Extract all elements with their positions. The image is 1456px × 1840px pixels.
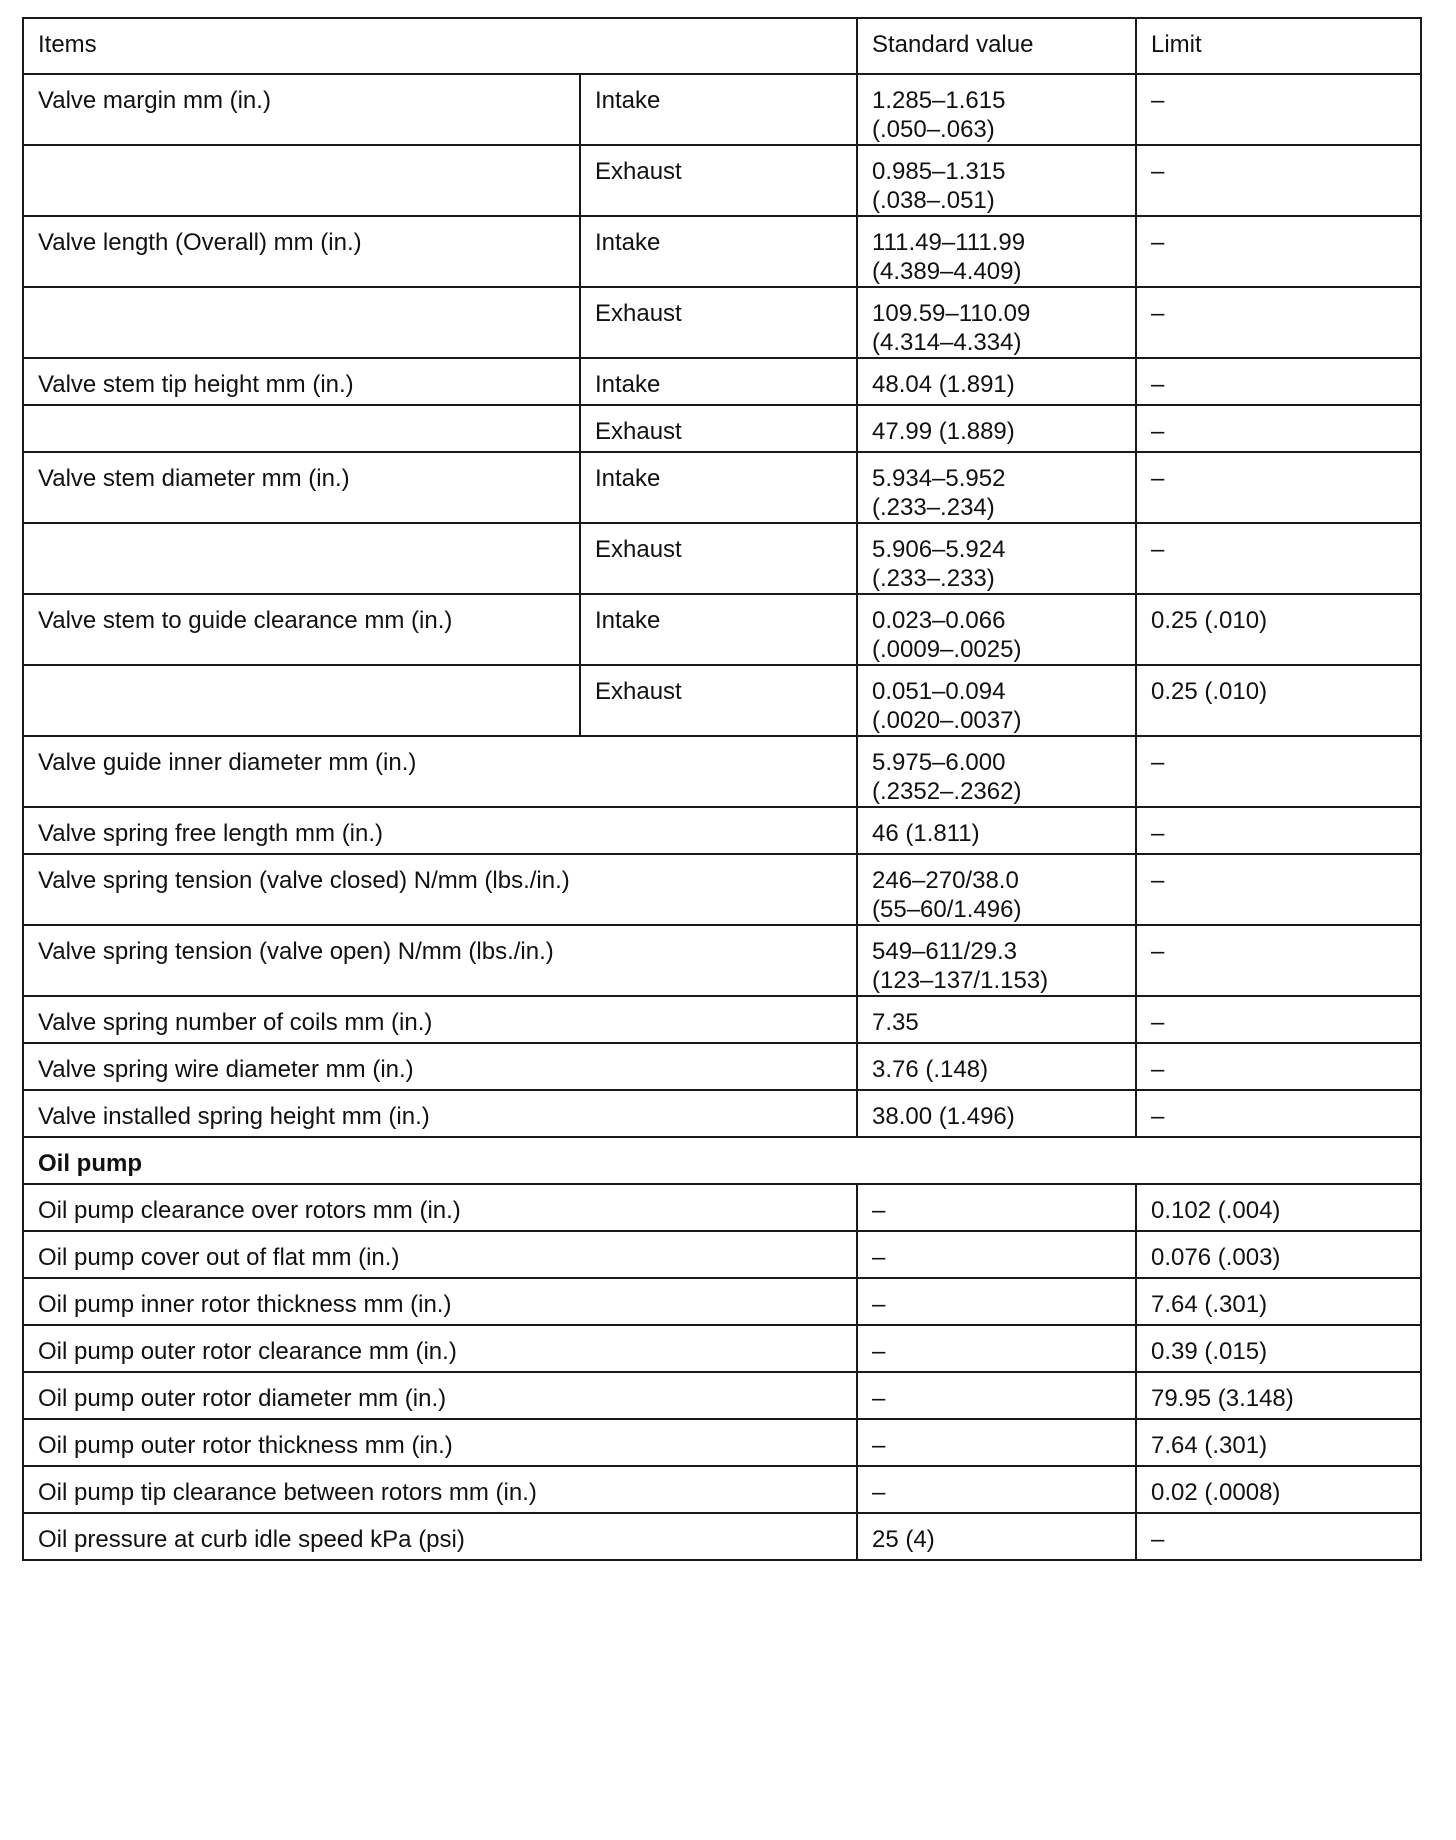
- item-cell: [23, 1513, 857, 1560]
- standard-value-line: (.233–.233): [872, 565, 995, 592]
- standard-value-cell: [857, 145, 1136, 216]
- standard-value-line: (.233–.234): [872, 494, 995, 521]
- position-cell: [580, 287, 857, 358]
- standard-value-line: 549–611/29.3: [872, 938, 1018, 965]
- limit-cell: [1136, 452, 1421, 523]
- item-cell: [23, 287, 580, 358]
- table-row: [23, 523, 1421, 594]
- item-cell: [23, 925, 857, 996]
- standard-value-line: (55–60/1.496): [872, 896, 1022, 923]
- standard-value-cell: [857, 74, 1136, 145]
- spec-table: [22, 17, 1422, 1561]
- item-cell: [23, 807, 857, 854]
- limit-value: –: [1151, 938, 1165, 965]
- table-row: [23, 1043, 1421, 1090]
- position-cell: [580, 358, 857, 405]
- item-label: Valve stem tip height mm (in.): [38, 371, 354, 398]
- standard-value-cell: [857, 1231, 1136, 1278]
- limit-value: 7.64 (.301): [1151, 1432, 1268, 1459]
- item-cell: [23, 1184, 857, 1231]
- item-label: Oil pump inner rotor thickness mm (in.): [38, 1291, 452, 1318]
- table-row: [23, 594, 1421, 665]
- limit-cell: [1136, 1090, 1421, 1137]
- position-label: Intake: [595, 465, 661, 492]
- header-row: [23, 18, 1421, 74]
- limit-value: –: [1151, 749, 1165, 776]
- standard-value-cell: [857, 996, 1136, 1043]
- table-row: [23, 452, 1421, 523]
- item-cell: [23, 1466, 857, 1513]
- standard-value-cell: [857, 405, 1136, 452]
- standard-value-cell: [857, 1372, 1136, 1419]
- limit-cell: [1136, 358, 1421, 405]
- limit-value: –: [1151, 87, 1165, 114]
- item-cell: [23, 1372, 857, 1419]
- item-label: Oil pump outer rotor clearance mm (in.): [38, 1338, 457, 1365]
- item-cell: [23, 1231, 857, 1278]
- table-row: [23, 854, 1421, 925]
- standard-value-cell: [857, 925, 1136, 996]
- limit-value: 0.102 (.004): [1151, 1197, 1281, 1224]
- table-row: [23, 996, 1421, 1043]
- item-cell: [23, 405, 580, 452]
- header-items: Items: [23, 18, 857, 74]
- limit-cell: [1136, 405, 1421, 452]
- position-label: Intake: [595, 371, 661, 398]
- item-label: Oil pump outer rotor thickness mm (in.): [38, 1432, 453, 1459]
- table-row: [23, 216, 1421, 287]
- item-label: Valve guide inner diameter mm (in.): [38, 749, 417, 776]
- item-label: Valve spring free length mm (in.): [38, 820, 384, 847]
- standard-value-line: –: [872, 1197, 886, 1224]
- item-label: Valve spring number of coils mm (in.): [38, 1009, 433, 1036]
- standard-value-cell: [857, 452, 1136, 523]
- limit-value: 0.076 (.003): [1151, 1244, 1281, 1271]
- standard-value-line: (.0009–.0025): [872, 636, 1022, 663]
- item-label: Valve installed spring height mm (in.): [38, 1103, 430, 1130]
- table-row: [23, 1278, 1421, 1325]
- standard-value-cell: [857, 287, 1136, 358]
- standard-value-line: (123–137/1.153): [872, 967, 1049, 994]
- table-row: [23, 1466, 1421, 1513]
- item-cell: [23, 854, 857, 925]
- limit-value: 0.25 (.010): [1151, 607, 1268, 634]
- table-row: [23, 736, 1421, 807]
- table-row: [23, 1419, 1421, 1466]
- item-label: Valve margin mm (in.): [38, 87, 271, 114]
- limit-cell: [1136, 216, 1421, 287]
- standard-value-line: –: [872, 1338, 886, 1365]
- table-row: [23, 358, 1421, 405]
- spec-table-body: [23, 18, 1421, 1560]
- standard-value-line: 46 (1.811): [872, 820, 980, 847]
- limit-cell: [1136, 1043, 1421, 1090]
- table-row: [23, 1231, 1421, 1278]
- position-cell: [580, 452, 857, 523]
- header-limit: Limit: [1136, 18, 1421, 74]
- standard-value-line: 48.04 (1.891): [872, 371, 1015, 398]
- item-cell: [23, 1090, 857, 1137]
- position-cell: [580, 665, 857, 736]
- limit-value: –: [1151, 867, 1165, 894]
- section-row: [23, 1137, 1421, 1184]
- position-label: Exhaust: [595, 536, 682, 563]
- standard-value-cell: [857, 1090, 1136, 1137]
- item-cell: [23, 523, 580, 594]
- standard-value-cell: [857, 736, 1136, 807]
- standard-value-line: (.2352–.2362): [872, 778, 1022, 805]
- limit-cell: [1136, 1231, 1421, 1278]
- limit-value: –: [1151, 229, 1165, 256]
- standard-value-cell: [857, 358, 1136, 405]
- standard-value-line: (.050–.063): [872, 116, 995, 143]
- limit-cell: [1136, 74, 1421, 145]
- limit-cell: [1136, 523, 1421, 594]
- limit-value: –: [1151, 371, 1165, 398]
- standard-value-cell: [857, 1278, 1136, 1325]
- table-row: [23, 1325, 1421, 1372]
- item-cell: [23, 358, 580, 405]
- limit-cell: [1136, 925, 1421, 996]
- item-label: Valve spring tension (valve closed) N/mm (lbs./in.): [38, 867, 570, 894]
- table-row: [23, 145, 1421, 216]
- position-label: Exhaust: [595, 158, 682, 185]
- limit-cell: [1136, 1184, 1421, 1231]
- standard-value-line: 111.49–111.99: [872, 229, 1026, 256]
- table-row: [23, 74, 1421, 145]
- item-label: Oil pump cover out of flat mm (in.): [38, 1244, 400, 1271]
- limit-cell: [1136, 996, 1421, 1043]
- limit-value: 7.64 (.301): [1151, 1291, 1268, 1318]
- standard-value-line: 246–270/38.0: [872, 867, 1019, 894]
- limit-value: 79.95 (3.148): [1151, 1385, 1294, 1412]
- standard-value-line: 5.934–5.952: [872, 465, 1006, 492]
- table-row: [23, 1090, 1421, 1137]
- limit-cell: [1136, 1466, 1421, 1513]
- item-cell: [23, 145, 580, 216]
- standard-value-line: 5.906–5.924: [872, 536, 1006, 563]
- limit-cell: [1136, 1278, 1421, 1325]
- position-label: Exhaust: [595, 418, 682, 445]
- standard-value-cell: [857, 523, 1136, 594]
- limit-value: –: [1151, 1056, 1165, 1083]
- item-cell: [23, 665, 580, 736]
- item-label: Valve spring tension (valve open) N/mm (lbs./in.): [38, 938, 554, 965]
- item-cell: [23, 74, 580, 145]
- standard-value-cell: [857, 1325, 1136, 1372]
- standard-value-cell: [857, 1466, 1136, 1513]
- section-title: Oil pump: [38, 1150, 142, 1177]
- standard-value-line: 0.023–0.066: [872, 607, 1006, 634]
- item-label: Valve length (Overall) mm (in.): [38, 229, 362, 256]
- position-cell: [580, 405, 857, 452]
- limit-value: –: [1151, 820, 1165, 847]
- item-label: Valve stem diameter mm (in.): [38, 465, 350, 492]
- position-cell: [580, 74, 857, 145]
- limit-cell: [1136, 807, 1421, 854]
- standard-value-line: –: [872, 1244, 886, 1271]
- standard-value-line: (4.314–4.334): [872, 329, 1022, 356]
- limit-value: –: [1151, 300, 1165, 327]
- standard-value-cell: [857, 594, 1136, 665]
- item-cell: [23, 1419, 857, 1466]
- position-label: Intake: [595, 87, 661, 114]
- position-cell: [580, 594, 857, 665]
- limit-value: –: [1151, 465, 1165, 492]
- standard-value-line: –: [872, 1291, 886, 1318]
- table-row: [23, 1184, 1421, 1231]
- standard-value-line: 38.00 (1.496): [872, 1103, 1015, 1130]
- standard-value-cell: [857, 1184, 1136, 1231]
- item-label: Valve stem to guide clearance mm (in.): [38, 607, 453, 634]
- limit-value: 0.39 (.015): [1151, 1338, 1268, 1365]
- limit-cell: [1136, 854, 1421, 925]
- standard-value-line: 109.59–110.09: [872, 300, 1031, 327]
- limit-value: –: [1151, 1009, 1165, 1036]
- standard-value-cell: [857, 807, 1136, 854]
- standard-value-line: (.038–.051): [872, 187, 995, 214]
- limit-cell: [1136, 1513, 1421, 1560]
- standard-value-line: –: [872, 1385, 886, 1412]
- standard-value-line: 47.99 (1.889): [872, 418, 1015, 445]
- standard-value-line: 0.985–1.315: [872, 158, 1006, 185]
- position-cell: [580, 216, 857, 287]
- position-label: Exhaust: [595, 300, 682, 327]
- limit-value: –: [1151, 1526, 1165, 1553]
- standard-value-cell: [857, 854, 1136, 925]
- standard-value-line: 25 (4): [872, 1526, 935, 1553]
- limit-value: 0.02 (.0008): [1151, 1479, 1281, 1506]
- table-row: [23, 287, 1421, 358]
- limit-cell: [1136, 1325, 1421, 1372]
- table-row: [23, 807, 1421, 854]
- limit-cell: [1136, 145, 1421, 216]
- standard-value-line: –: [872, 1432, 886, 1459]
- limit-cell: [1136, 665, 1421, 736]
- limit-value: –: [1151, 418, 1165, 445]
- table-row: [23, 665, 1421, 736]
- item-cell: [23, 594, 580, 665]
- item-label: Valve spring wire diameter mm (in.): [38, 1056, 414, 1083]
- position-cell: [580, 523, 857, 594]
- position-label: Exhaust: [595, 678, 682, 705]
- table-row: [23, 405, 1421, 452]
- item-label: Oil pump clearance over rotors mm (in.): [38, 1197, 461, 1224]
- item-cell: [23, 1278, 857, 1325]
- standard-value-line: 5.975–6.000: [872, 749, 1006, 776]
- item-cell: [23, 736, 857, 807]
- limit-cell: [1136, 287, 1421, 358]
- standard-value-line: (4.389–4.409): [872, 258, 1022, 285]
- item-cell: [23, 216, 580, 287]
- limit-value: –: [1151, 1103, 1165, 1130]
- limit-cell: [1136, 736, 1421, 807]
- header-standard-value: Standard value: [857, 18, 1136, 74]
- standard-value-line: –: [872, 1479, 886, 1506]
- item-cell: [23, 996, 857, 1043]
- standard-value-line: 3.76 (.148): [872, 1056, 989, 1083]
- limit-value: –: [1151, 158, 1165, 185]
- standard-value-line: 1.285–1.615: [872, 87, 1006, 114]
- item-cell: [23, 1325, 857, 1372]
- limit-value: –: [1151, 536, 1165, 563]
- item-label: Oil pump outer rotor diameter mm (in.): [38, 1385, 447, 1412]
- table-row: [23, 925, 1421, 996]
- standard-value-cell: [857, 216, 1136, 287]
- table-row: [23, 1513, 1421, 1560]
- limit-cell: [1136, 1419, 1421, 1466]
- position-label: Intake: [595, 607, 661, 634]
- item-label: Oil pressure at curb idle speed kPa (psi): [38, 1526, 465, 1553]
- section-heading-oil-pump: [23, 1137, 1421, 1184]
- standard-value-line: 0.051–0.094: [872, 678, 1006, 705]
- item-cell: [23, 452, 580, 523]
- limit-cell: [1136, 594, 1421, 665]
- position-cell: [580, 145, 857, 216]
- standard-value-line: 7.35: [872, 1009, 919, 1036]
- standard-value-cell: [857, 665, 1136, 736]
- standard-value-cell: [857, 1043, 1136, 1090]
- limit-cell: [1136, 1372, 1421, 1419]
- position-label: Intake: [595, 229, 661, 256]
- table-row: [23, 1372, 1421, 1419]
- item-label: Oil pump tip clearance between rotors mm (in.): [38, 1479, 537, 1506]
- limit-value: 0.25 (.010): [1151, 678, 1268, 705]
- item-cell: [23, 1043, 857, 1090]
- standard-value-cell: [857, 1513, 1136, 1560]
- standard-value-line: (.0020–.0037): [872, 707, 1022, 734]
- standard-value-cell: [857, 1419, 1136, 1466]
